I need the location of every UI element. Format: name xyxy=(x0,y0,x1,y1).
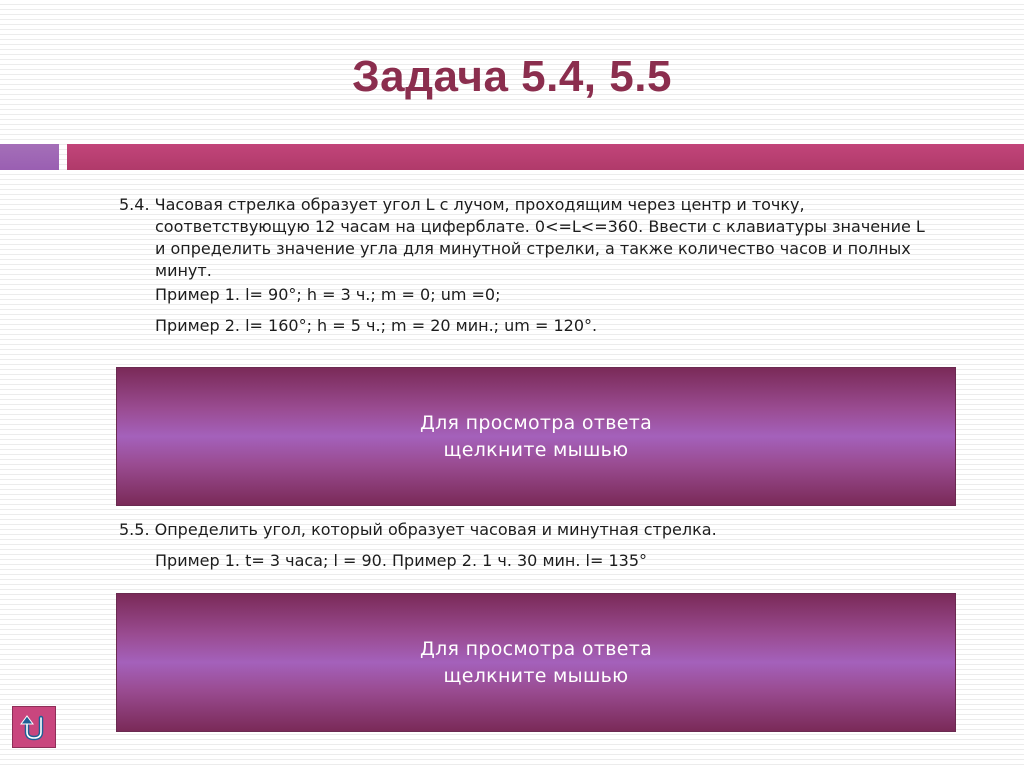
show-answer-label-2: Для просмотра ответа щелкните мышью xyxy=(419,637,653,687)
problem-5-4-line-2: соответствующую 12 часам на циферблате. 0<=L<=360. Ввести с клавиатуры значение L xyxy=(155,217,925,236)
problem-5-4-line-3: и определить значение угла для минутной стрелки, а также количество часов и полных xyxy=(155,239,911,258)
show-answer-button-1[interactable] xyxy=(116,367,956,506)
accent-bar-pink xyxy=(67,144,1024,170)
problem-5-4-line-1: 5.4. Часовая стрелка образует угол L с лучом, проходящим через центр и точку, xyxy=(119,195,805,214)
problem-5-4-text xyxy=(119,194,955,282)
u-turn-back-arrow-icon xyxy=(19,712,49,742)
problem-5-5-example: Пример 1. t= 3 часа; l = 90. Пример 2. 1 ч. 30 мин. l= 135° xyxy=(155,551,648,570)
show-answer-button-2[interactable] xyxy=(116,593,956,732)
accent-bar-purple xyxy=(0,144,59,170)
problem-5-4-example-2: Пример 2. l= 160°; h = 5 ч.; m = 20 мин.; um = 120°. xyxy=(155,316,598,335)
back-button[interactable] xyxy=(12,706,56,748)
slide-title: Задача 5.4, 5.5 xyxy=(352,52,672,101)
show-answer-label-1: Для просмотра ответа щелкните мышью xyxy=(419,411,653,461)
problem-5-4-example-1: Пример 1. l= 90°; h = 3 ч.; m = 0; um =0; xyxy=(155,285,501,304)
problem-5-5-text: 5.5. Определить угол, который образует часовая и минутная стрелка. xyxy=(119,520,717,539)
problem-5-4-line-4: минут. xyxy=(155,261,212,280)
